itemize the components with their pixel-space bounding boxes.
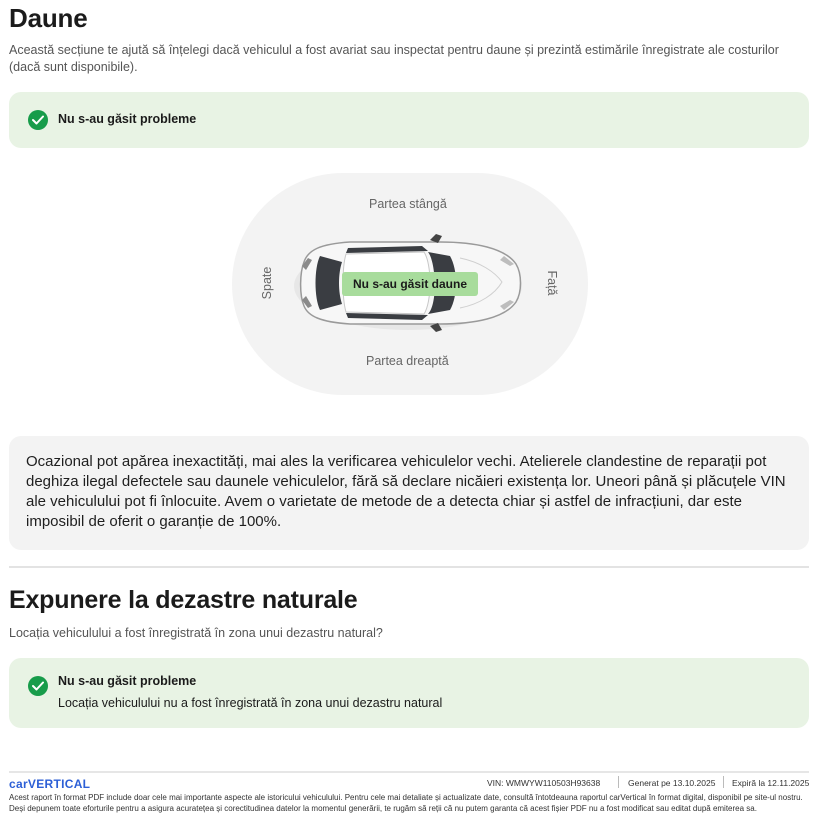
damage-status-box (9, 92, 809, 148)
footer-divider (9, 771, 809, 773)
check-circle-icon (28, 676, 48, 696)
disasters-question: Locația vehiculului a fost înregistrată în zona unui dezastru natural? (9, 626, 383, 640)
footer-generated-date: Generat pe 13.10.2025 (628, 778, 716, 788)
damage-description: Această secțiune te ajută să înțelegi dacă vehiculul a fost avariat sau inspectat pentru daune și prezintă estimările înregistrate ale costurilor (dacă sunt disponibile). (9, 43, 779, 74)
footer-expiry-date: Expiră la 12.11.2025 (732, 778, 810, 788)
check-circle-icon (28, 110, 48, 130)
disasters-section-title: Expunere la dezastre naturale (9, 586, 358, 614)
section-divider (9, 566, 809, 568)
carvertical-logo: carVERTICAL (9, 777, 91, 791)
disasters-status-title: Nu s-au găsit probleme (58, 674, 197, 688)
damage-status-title: Nu s-au găsit probleme (58, 112, 197, 126)
accuracy-disclaimer-note: Ocazional pot apărea inexactități, mai ales la verificarea vehiculelor vechi. Atelierele clandestine de reparații pot deghiza ilegal defectele sau daunele vehiculelor, fără să declare nicăieri existența lor. Uneori până și plăcuțele VIN ale vehiculului pot fi înlocuite. Avem o varietate de metode de a detecta chiar și astfel de infracțiuni, dar este imposibil de oferit o garanție de 100%. (9, 436, 809, 550)
no-damage-badge: Nu s-au găsit daune (342, 272, 478, 296)
disasters-status-detail: Locația vehiculului nu a fost înregistrată în zona unui dezastru natural (58, 696, 443, 710)
diagram-front-label: Față (545, 270, 559, 296)
diagram-right-side-label: Partea dreaptă (366, 354, 449, 368)
diagram-rear-label: Spate (260, 266, 274, 300)
footer-vin: VIN: WMWYW110503H93638 (487, 778, 601, 788)
footer-fine-print: Acest raport în format PDF include doar cele mai importante aspecte ale istoricului vehiculului. Pentru cele mai detaliate și actualizate date, consultă întotdeauna raportul carVertical în format digital, disponibil pe site-ul nostru. Deși depunem toate eforturile pentru a asigura acuratețea și corectitudinea datelor la momentul generării, te rugăm să reții că nu putem garanta că acest fișier PDF nu a fost modificat sau editat după emiterea sa. (9, 793, 803, 813)
damage-section-title: Daune (9, 3, 88, 33)
disasters-status-box (9, 658, 809, 728)
footer-separator (618, 776, 619, 788)
diagram-left-side-label: Partea stângă (369, 197, 447, 211)
footer-separator (723, 776, 724, 788)
